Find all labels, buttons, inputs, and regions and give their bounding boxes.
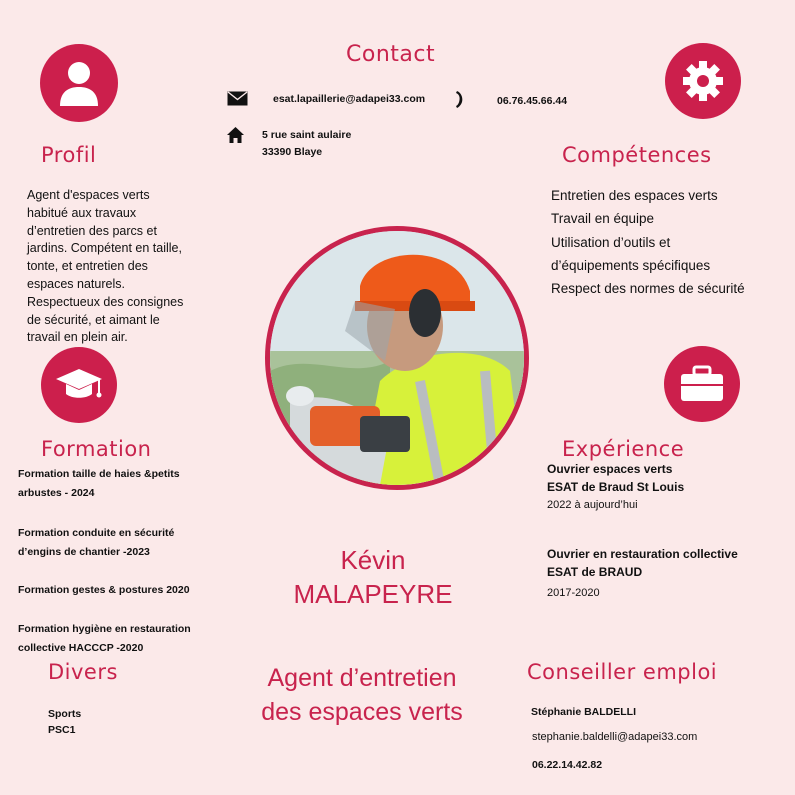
first-name: Kévin — [340, 545, 406, 575]
job-title — [232, 661, 492, 729]
formation-entry-line: arbustes - 2024 — [18, 487, 95, 499]
profil-line: Agent d'espaces verts — [27, 188, 150, 202]
profil-line: espaces naturels. — [27, 276, 125, 291]
divers-title: Divers — [48, 660, 118, 684]
formation-entry-line: Formation conduite en sécurité — [18, 527, 175, 539]
formation-title: Formation — [41, 437, 152, 461]
formation-entry — [18, 466, 180, 501]
experience-job — [547, 460, 684, 514]
experience-period: 2022 à aujourd’hui — [547, 499, 638, 511]
experience-employer: ESAT de Braud St Louis — [547, 480, 685, 494]
profil-line: de sécurité, et aimant le — [27, 312, 160, 327]
conseiller-name: Stéphanie BALDELLI — [531, 706, 637, 718]
gear-icon — [665, 43, 741, 119]
competence-item: Utilisation d’outils et — [551, 234, 671, 250]
conseiller-title: Conseiller emploi — [527, 660, 718, 684]
last-name: MALAPEYRE — [293, 579, 453, 609]
formation-entry-line: Formation hygiène en restauration — [18, 623, 191, 635]
competence-item: Respect des normes de sécurité — [551, 281, 745, 297]
briefcase-icon — [664, 346, 740, 422]
competence-item: d’équipements spécifiques — [551, 257, 711, 273]
contact-email[interactable]: esat.lapaillerie@adapei33.com — [273, 93, 426, 105]
experience-period: 2017-2020 — [547, 587, 600, 599]
contact-phone[interactable]: 06.76.45.66.44 — [497, 95, 568, 107]
contact-address-line2: 33390 Blaye — [262, 146, 323, 158]
formation-entry — [18, 525, 174, 560]
home-icon — [227, 127, 244, 148]
profil-line: tonte, et entretien des — [27, 259, 148, 274]
formation-entry-line: d’engins de chantier -2023 — [18, 546, 150, 558]
divers-list — [48, 706, 81, 738]
phone-icon — [455, 90, 465, 114]
profil-line: Respectueux des consignes — [27, 294, 184, 309]
job-title-line: des espaces verts — [261, 698, 463, 726]
envelope-icon — [227, 91, 248, 111]
formation-entry — [18, 582, 190, 598]
competences-list — [551, 184, 745, 300]
experience-employer: ESAT de BRAUD — [547, 565, 643, 579]
competences-title: Compétences — [562, 143, 712, 167]
competence-item: Entretien des espaces verts — [551, 188, 718, 203]
profil-line: habitué aux travaux — [27, 205, 137, 220]
formation-entry-line: Formation gestes & postures 2020 — [18, 584, 190, 596]
profil-line: travail en plein air. — [27, 330, 128, 345]
formation-entry-line: Formation taille de haies &petits — [18, 468, 180, 480]
experience-role: Ouvrier en restauration collective — [547, 547, 738, 561]
formation-entry — [18, 621, 191, 656]
experience-job — [547, 545, 738, 602]
conseiller-email[interactable]: stephanie.baldelli@adapei33.com — [532, 731, 698, 743]
contact-address-line1: 5 rue saint aulaire — [262, 129, 352, 141]
person-name — [258, 543, 488, 611]
competence-item: Travail en équipe — [551, 211, 655, 227]
job-title-line: Agent d’entretien — [267, 664, 457, 692]
profil-line: jardins. Compétent en taille, — [27, 241, 182, 256]
experience-title: Expérience — [562, 437, 685, 461]
divers-item: Sports — [48, 708, 82, 720]
experience-role: Ouvrier espaces verts — [547, 462, 673, 476]
graduation-cap-icon — [41, 347, 117, 423]
conseiller-phone[interactable]: 06.22.14.42.82 — [532, 759, 603, 771]
contact-title: Contact — [346, 42, 436, 67]
profil-title: Profil — [41, 143, 97, 167]
divers-item: PSC1 — [48, 724, 76, 736]
profil-description — [27, 187, 183, 347]
profil-line: d’entretien des parcs et — [27, 223, 157, 238]
formation-entry-line: collective HACCCP -2020 — [18, 642, 144, 654]
profile-photo — [265, 226, 529, 490]
profile-icon — [40, 44, 118, 122]
